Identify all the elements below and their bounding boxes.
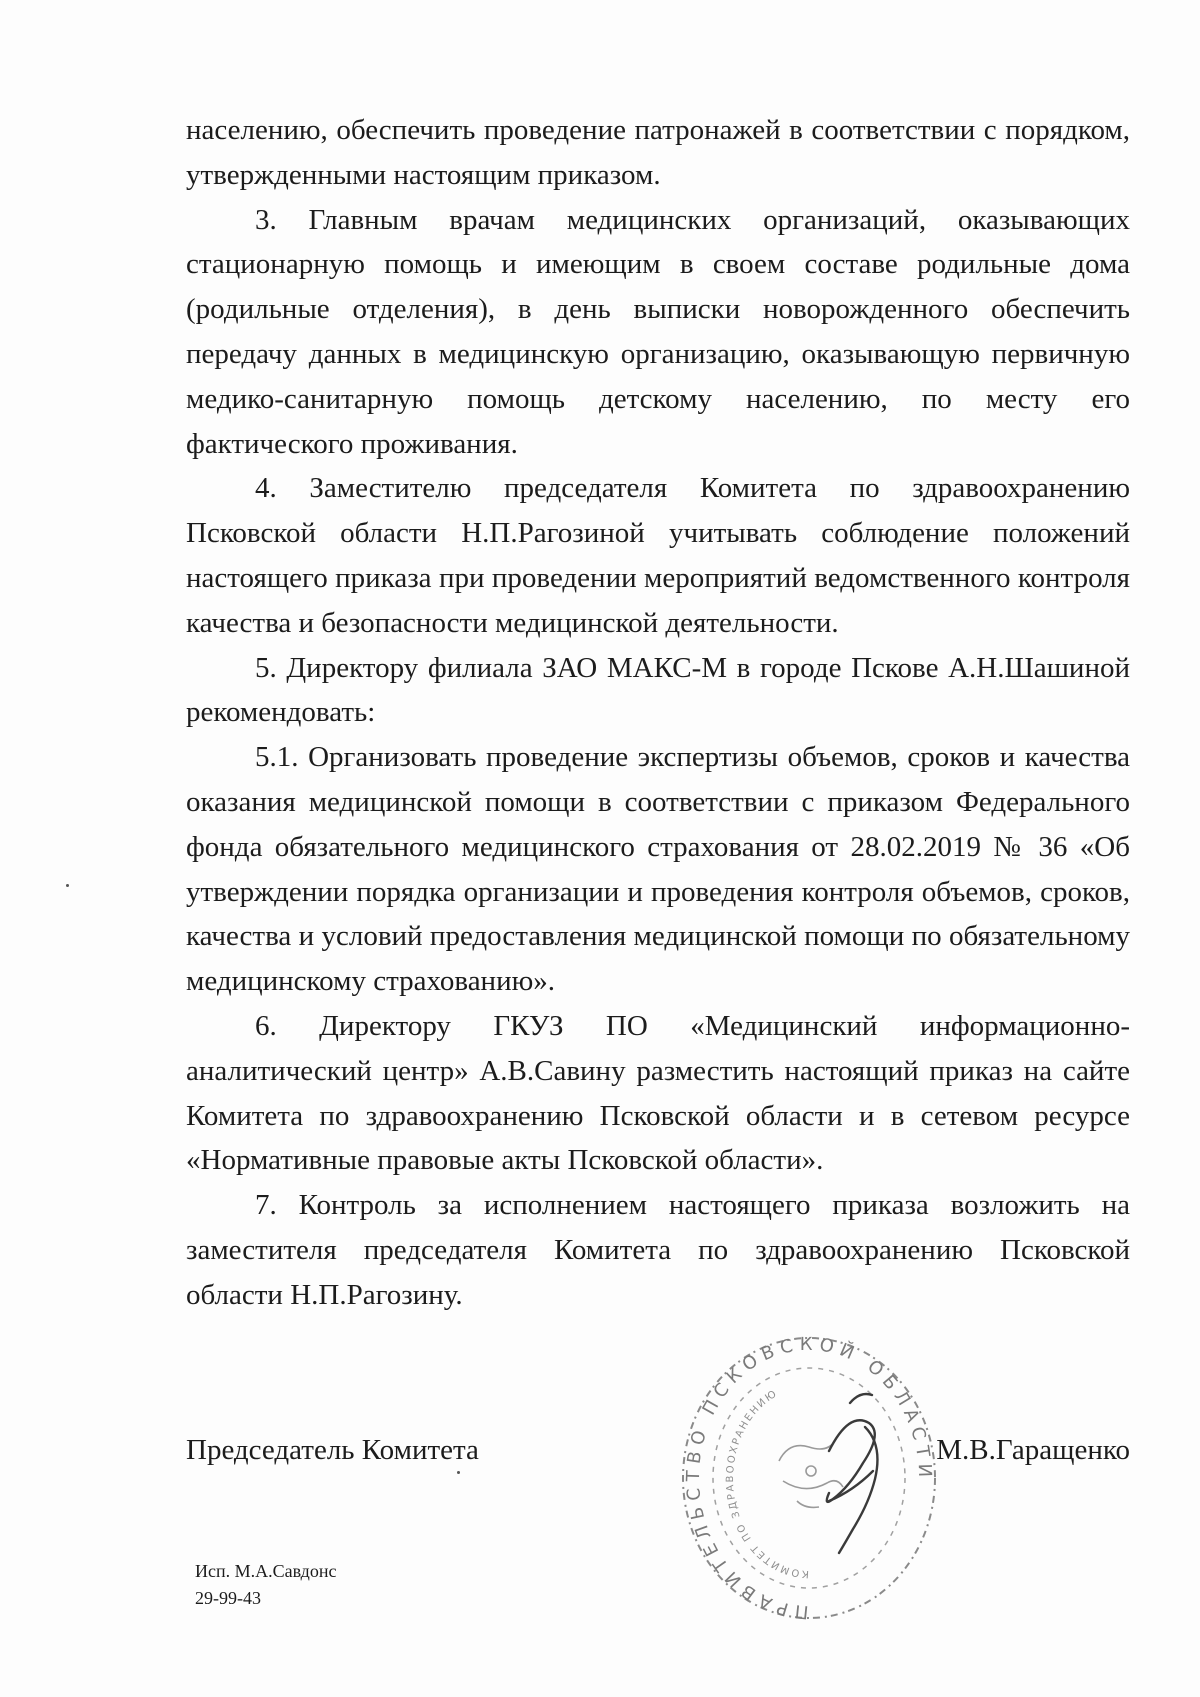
executor-phone: 29-99-43: [195, 1588, 261, 1608]
document-body: [186, 108, 1130, 1318]
seal-inner-text: КОМИТЕТ ПО ЗДРАВООХРАНЕНИЮ: [725, 1387, 810, 1580]
paragraph-item-5: 5. Директору филиала ЗАО МАКС-М в городе Пскове А.Н.Шашиной рекомендовать:: [186, 651, 1130, 729]
signature-scribble: [827, 1394, 878, 1553]
scan-speck: [457, 1471, 460, 1474]
signatory-title: Председатель Комитета: [186, 1434, 479, 1466]
paragraph-continuation: населению, обеспечить проведение патронажей в соответствии с порядком, утвержденными настоящим приказом.: [186, 114, 1130, 191]
signatory-name: М.В.Гаращенко: [936, 1434, 1130, 1466]
paragraph-item-3: 3. Главным врачам медицинских организаций, оказывающих стационарную помощь и имеющим в своем составе родильные дома (родильные отделения), в день выписки новорожденного обеспечить передачу данных в медицинскую организацию, оказывающую первичную медико-санитарную помощь детскому населению, по месту его фактического проживания.: [186, 203, 1130, 460]
seal-outer-text: ПРАВИТЕЛЬСТВО ПСКОВСКОЙ ОБЛАСТИ: [682, 1333, 936, 1621]
paragraph-item-5-1: 5.1. Организовать проведение экспертизы объемов, сроков и качества оказания медицинской помощи в соответствии с приказом Федерального фонда обязательного медицинского страхования от 28.02.2019 № 36 «Об утверждении порядка организации и проведения контроля объемов, сроков, качества и условий предоставления медицинской помощи по обязательному медицинскому страхованию».: [186, 741, 1130, 998]
official-seal-stamp: [679, 1331, 939, 1621]
paragraph-item-7: 7. Контроль за исполнением настоящего приказа возложить на заместителя председателя Комитета по здравоохранению Псковской области Н.П.Рагозину.: [186, 1189, 1130, 1311]
paragraph-item-6: 6. Директору ГКУЗ ПО «Медицинский информационно-аналитический центр» А.В.Савину разместить настоящий приказ на сайте Комитета по здравоохранению Псковской области и в сетевом ресурсе «Нормативные правовые акты Псковской области».: [186, 1009, 1130, 1177]
scan-speck: [66, 884, 69, 887]
executor-block: [195, 1558, 336, 1612]
executor-name: Исп. М.А.Савдонс: [195, 1561, 337, 1581]
paragraph-item-4: 4. Заместителю председателя Комитета по здравоохранению Псковской области Н.П.Рагозиной учитывать соблюдение положений настоящего приказа при проведении мероприятий ведомственного контроля качества и безопасности медицинской деятельности.: [186, 472, 1130, 639]
